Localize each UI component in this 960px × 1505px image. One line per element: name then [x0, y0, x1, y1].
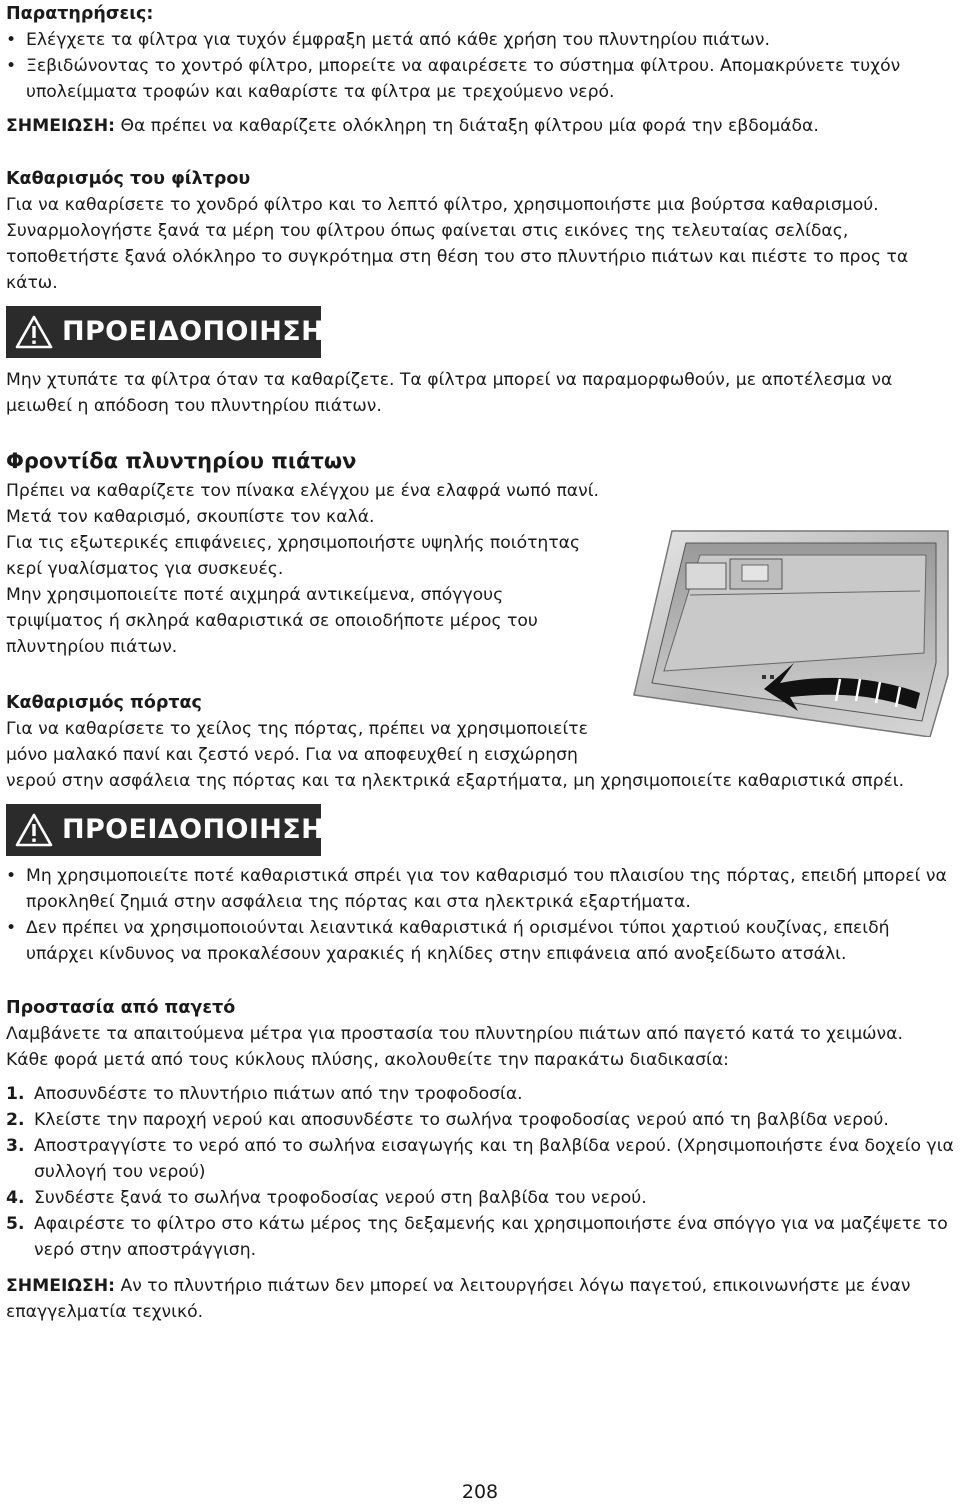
- frost-steps: [6, 1081, 954, 1263]
- care-text: [6, 478, 626, 660]
- note-label: ΣΗΜΕΙΩΣΗ:: [6, 1276, 115, 1296]
- text-line: νερού στην ασφάλεια της πόρτας και τα ηλεκτρικά εξαρτήματα, μη χρησιμοποιείτε καθαριστικά σπρέι.: [6, 771, 905, 791]
- list-item: [6, 1185, 954, 1211]
- observations-list: [6, 27, 954, 105]
- list-item: [6, 1081, 954, 1107]
- warning-label: ΠΡΟΕΙΔΟΠΟΙΗΣΗ:: [62, 814, 336, 845]
- warning-triangle-icon: [14, 314, 54, 350]
- note-label: ΣΗΜΕΙΩΣΗ:: [6, 116, 115, 136]
- warning-banner: [6, 804, 336, 856]
- step-text: Συνδέστε ξανά το σωλήνα τροφοδοσίας νερού στη βαλβίδα του νερού.: [34, 1188, 647, 1208]
- list-item: • Δεν πρέπει να χρησιμοποιούνται λειαντικά καθαριστικά ή ορισμένοι τύποι χαρτιού κουζίνας, επειδή υπάρχει κίνδυνος να προκαλέσουν χαρακιές ή κηλίδες στην επιφάνεια από ανοξείδωτο ατσάλι.: [6, 915, 954, 967]
- step-number: 2.: [6, 1110, 25, 1130]
- text-line: Για τις εξωτερικές επιφάνειες, χρησιμοποιήστε υψηλής ποιότητας: [6, 533, 581, 553]
- frost-heading: Προστασία από παγετό: [6, 998, 236, 1018]
- care-heading: Φροντίδα πλυντηρίου πιάτων: [6, 449, 357, 473]
- list-item: [6, 1133, 954, 1185]
- door-cleaning-text: [6, 716, 954, 794]
- filter-cleaning-para-1: Για να καθαρίσετε το χονδρό φίλτρο και το λεπτό φίλτρο, χρησιμοποιήστε μια βούρτσα καθαρισμού.: [6, 195, 879, 215]
- frost-intro: Λαμβάνετε τα απαιτούμενα μέτρα για προστασία του πλυντηρίου πιάτων από παγετό κατά το χειμώνα.: [6, 1024, 903, 1044]
- step-number: 3.: [6, 1136, 25, 1156]
- filter-cleaning-para-2: Συναρμολογήστε ξανά τα μέρη του φίλτρου όπως φαίνεται στις εικόνες της τελευταίας σελίδας, τοποθετήστε ξανά ολόκληρο το συγκρότημα στη θέση του στο πλυντήριο πιάτων και πιέστε το προς τα κάτω.: [6, 221, 909, 293]
- list-item: [6, 1107, 954, 1133]
- note-text: Αν το πλυντήριο πιάτων δεν μπορεί να λειτουργήσει λόγω παγετού, επικοινωνήστε με έναν επαγγελματία τεχνικό.: [6, 1276, 911, 1322]
- text-line: τριψίματος ή σκληρά καθαριστικά σε οποιοδήποτε μέρος του: [6, 611, 538, 631]
- observations-note: [6, 113, 954, 139]
- text-line: Μετά τον καθαρισμό, σκουπίστε τον καλά.: [6, 507, 375, 527]
- step-number: 4.: [6, 1188, 25, 1208]
- list-item: • Ελέγχετε τα φίλτρα για τυχόν έμφραξη μετά από κάθε χρήση του πλυντηρίου πιάτων.: [6, 27, 954, 53]
- warning-label: ΠΡΟΕΙΔΟΠΟΙΗΣΗ:: [62, 316, 336, 347]
- frost-note: [6, 1273, 954, 1325]
- warning-triangle-icon: [14, 812, 54, 848]
- observations-heading: Παρατηρήσεις:: [6, 4, 154, 24]
- list-item: • Ξεβιδώνοντας το χοντρό φίλτρο, μπορείτε να αφαιρέσετε το σύστημα φίλτρου. Απομακρύνετε τυχόν υπολείμματα τροφών και καθαρίστε τα φίλτρα με τρεχούμενο νερό.: [6, 53, 954, 105]
- step-number: 5.: [6, 1214, 25, 1234]
- list-item: [6, 1211, 954, 1263]
- text-line: Για να καθαρίσετε το χείλος της πόρτας, πρέπει να χρησιμοποιείτε: [6, 719, 588, 739]
- list-item: • Μη χρησιμοποιείτε ποτέ καθαριστικά σπρέι για τον καθαρισμό του πλαισίου της πόρτας, επειδή μπορεί να προκληθεί ζημιά στην ασφάλεια της πόρτας και στα ηλεκτρικά εξαρτήματα.: [6, 863, 954, 915]
- warning-list: [6, 863, 954, 967]
- text-line: Πρέπει να καθαρίζετε τον πίνακα ελέγχου με ένα ελαφρά νωπό πανί.: [6, 481, 600, 501]
- step-text: Αποσυνδέστε το πλυντήριο πιάτων από την τροφοδοσία.: [34, 1084, 523, 1104]
- step-text: Αφαιρέστε το φίλτρο στο κάτω μέρος της δεξαμενής και χρησιμοποιήστε ένα σπόγγο για να μαζέψετε το νερό στην αποστράγγιση.: [34, 1214, 948, 1260]
- warning-text: Μην χτυπάτε τα φίλτρα όταν τα καθαρίζετε. Τα φίλτρα μπορεί να παραμορφωθούν, με αποτέλεσμα να μειωθεί η απόδοση του πλυντηρίου πιάτων.: [6, 370, 893, 416]
- text-line: Μην χρησιμοποιείτε ποτέ αιχμηρά αντικείμενα, σπόγγους: [6, 585, 504, 605]
- step-number: 1.: [6, 1084, 25, 1104]
- filter-cleaning-heading: Καθαρισμός του φίλτρου: [6, 169, 251, 189]
- frost-intro: Κάθε φορά μετά από τους κύκλους πλύσης, ακολουθείτε την παρακάτω διαδικασία:: [6, 1050, 729, 1070]
- text-line: κερί γυαλίσματος για συσκευές.: [6, 559, 284, 579]
- step-text: Αποστραγγίστε το νερό από το σωλήνα εισαγωγής και τη βαλβίδα νερού. (Χρησιμοποιήστε ένα δοχείο για συλλογή του νερού): [34, 1136, 954, 1182]
- warning-banner: [6, 306, 336, 358]
- door-cleaning-heading: Καθαρισμός πόρτας: [6, 693, 202, 713]
- note-text: Θα πρέπει να καθαρίζετε ολόκληρη τη διάταξη φίλτρου μία φορά την εβδομάδα.: [114, 116, 819, 136]
- dishwasher-door-illustration: [630, 525, 950, 737]
- text-line: πλυντηρίου πιάτων.: [6, 637, 178, 657]
- page-number: 208: [461, 1481, 499, 1503]
- step-text: Κλείστε την παροχή νερού και αποσυνδέστε το σωλήνα τροφοδοσίας νερού από τη βαλβίδα νερού.: [34, 1110, 889, 1130]
- text-line: μόνο μαλακό πανί και ζεστό νερό. Για να αποφευχθεί η εισχώρηση: [6, 745, 578, 765]
